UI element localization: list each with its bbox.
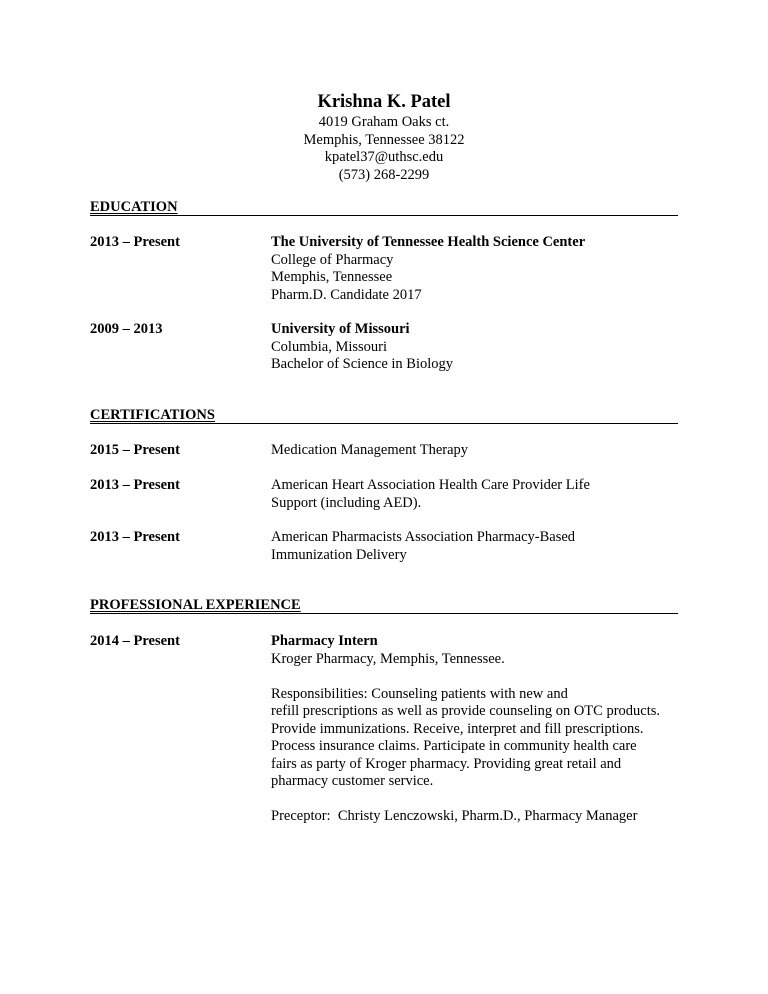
candidate-name: Krishna K. Patel — [317, 92, 451, 112]
entry-line: Support (including AED). — [271, 494, 422, 511]
entry-title: University of Missouri — [271, 321, 410, 337]
email-address: kpatel37@uthsc.edu — [324, 149, 444, 166]
responsibility-line: refill prescriptions as well as provide counseling on OTC products. — [271, 703, 661, 719]
responsibility-line: Responsibilities: Counseling patients with new and — [271, 685, 568, 702]
responsibility-line: fairs as party of Kroger pharmacy. Providing great retail and — [271, 755, 622, 772]
entry-title: Pharmacy Intern — [271, 633, 378, 649]
address-line-2: Memphis, Tennessee 38122 — [303, 131, 465, 148]
entry-date: 2014 – Present — [90, 633, 180, 649]
entry-line: College of Pharmacy — [271, 251, 394, 268]
entry-line: American Heart Association Health Care Provider Life — [271, 477, 590, 493]
entry-line: American Pharmacists Association Pharmacy-Based — [271, 529, 576, 545]
responsibility-line: pharmacy customer service. — [271, 773, 434, 789]
entry-line: Columbia, Missouri — [271, 338, 388, 355]
certifications-heading: CERTIFICATIONS — [90, 407, 678, 424]
phone-number: (573) 268-2299 — [338, 166, 430, 183]
education-heading: EDUCATION — [90, 199, 678, 216]
entry-line: Memphis, Tennessee — [271, 269, 393, 285]
resume-header — [0, 90, 768, 184]
entry-title: The University of Tennessee Health Science Center — [271, 234, 586, 250]
entry-date: 2013 – Present — [90, 529, 180, 545]
entry-line: Bachelor of Science in Biology — [271, 356, 454, 372]
entry-date: 2009 – 2013 — [90, 321, 163, 337]
entry-line: Kroger Pharmacy, Memphis, Tennessee. — [271, 650, 505, 667]
entry-line: Medication Management Therapy — [271, 442, 469, 458]
preceptor-line: Preceptor: Christy Lenczowski, Pharm.D., Pharmacy Manager — [271, 808, 638, 824]
entry-date: 2013 – Present — [90, 477, 180, 493]
responsibility-line: Process insurance claims. Participate in community health care — [271, 738, 637, 754]
entry-line: Immunization Delivery — [271, 546, 407, 563]
entry-date: 2015 – Present — [90, 442, 180, 458]
entry-date: 2013 – Present — [90, 234, 180, 250]
entry-line: Pharm.D. Candidate 2017 — [271, 286, 422, 303]
experience-heading: PROFESSIONAL EXPERIENCE — [90, 597, 678, 614]
address-line-1: 4019 Graham Oaks ct. — [318, 114, 450, 130]
responsibility-line: Provide immunizations. Receive, interpret and fill prescriptions. — [271, 720, 644, 737]
